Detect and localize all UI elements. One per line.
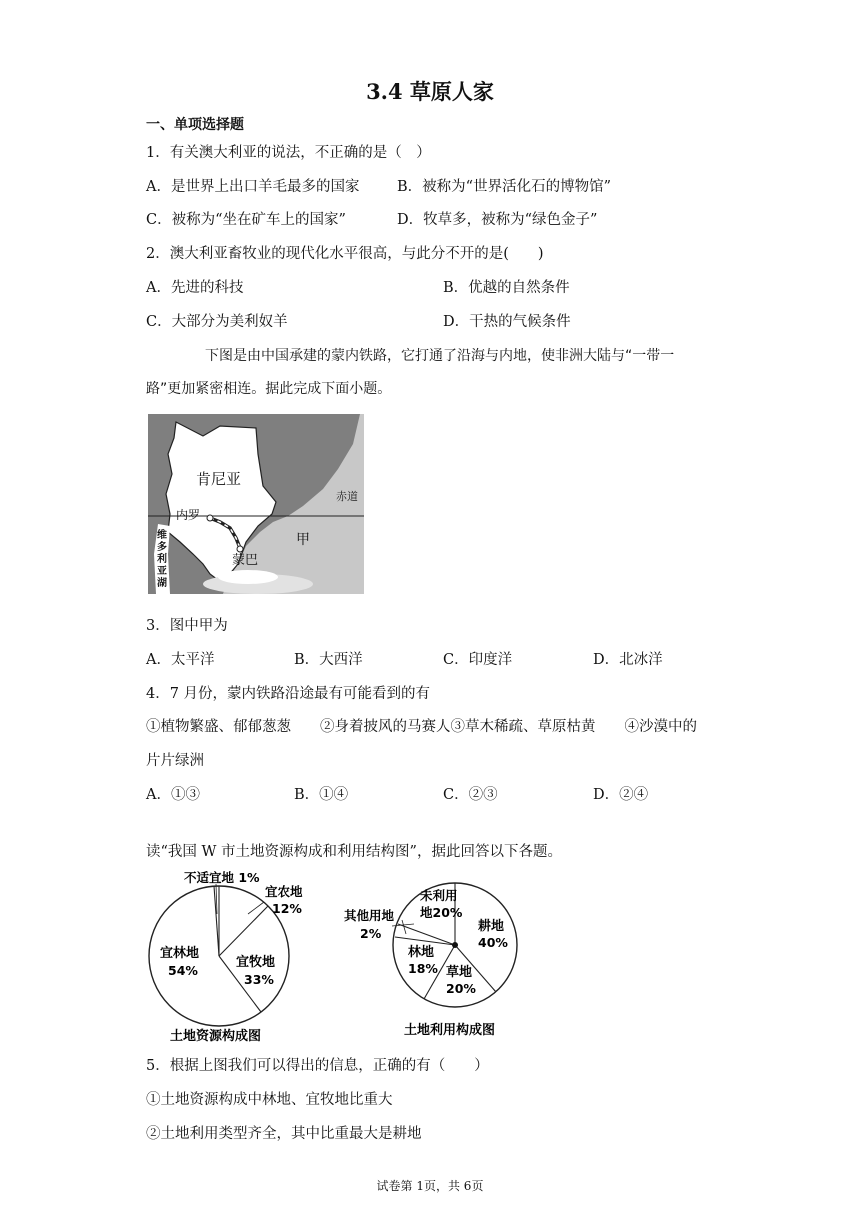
label-jia: 甲 <box>296 532 310 548</box>
pie2-other-label: 其他用地 <box>344 908 395 923</box>
label-equator: 赤道 <box>336 490 358 503</box>
q3-option-c: C．印度洋 <box>443 652 513 668</box>
pie2-forest-label: 林地 <box>408 945 435 960</box>
pie2-arable-label: 耕地 <box>478 919 505 934</box>
page-footer: 试卷第 1页，共 6页 <box>376 1179 484 1193</box>
pie2-arable-pct: 40% <box>478 935 508 950</box>
q2-option-a: A．先进的科技 <box>146 280 244 296</box>
q3-option-d: D．北冰洋 <box>593 652 663 668</box>
q1-option-c: C．被称为“坐在矿车上的国家” <box>146 212 346 228</box>
pie1-farm-pct: 12% <box>272 901 302 916</box>
q1-option-b: B．被称为“世界活化石的博物馆” <box>397 179 611 195</box>
passage-2: 读“我国 W 市土地资源构成和利用结构图”，据此回答以下各题。 <box>146 844 562 860</box>
label-kenya: 肯尼亚 <box>196 470 242 488</box>
pie2-grass-pct: 20% <box>446 981 476 996</box>
q1-option-a: A．是世界上出口羊毛最多的国家 <box>146 179 360 195</box>
q5-statement-1: ①土地资源构成中林地、宜牧地比重大 <box>146 1092 393 1108</box>
pie1-unsuitable-label: 不适宜地 1% <box>184 870 260 885</box>
land-resource-pie-chart <box>140 866 320 1046</box>
label-nairobi: 内罗 <box>176 508 201 522</box>
lake-char-4: 亚 <box>157 566 167 577</box>
pie2-unused-label: 未利用 <box>420 888 458 903</box>
q2-option-d: D．干热的气候条件 <box>443 314 571 330</box>
q4-option-d: D．②④ <box>593 787 649 803</box>
mombasa-dot <box>237 546 243 552</box>
section-heading: 一、单项选择题 <box>146 117 244 133</box>
q4-statements-line-1: ①植物繁盛、郁郁葱葱 ②身着披风的马赛人③草木稀疏、草原枯黄 ④沙漠中的 <box>146 719 697 735</box>
q2-stem: 2．澳大利亚畜牧业的现代化水平很高，与此分不开的是( ) <box>146 246 544 262</box>
q4-statements-line-2: 片片绿洲 <box>146 753 204 769</box>
lake-char-2: 多 <box>157 542 167 553</box>
pie2-unused-pct: 地20% <box>420 905 463 920</box>
q4-option-c: C．②③ <box>443 787 498 803</box>
q4-option-b: B．①④ <box>294 787 349 803</box>
q2-option-c: C．大部分为美利奴羊 <box>146 314 288 330</box>
pie1-farm-label: 宜农地 <box>265 884 303 899</box>
page-title: 3.4 草原人家 <box>366 79 494 104</box>
label-lake-victoria <box>156 528 167 589</box>
q1-stem: 1．有关澳大利亚的说法，不正确的是（ ） <box>146 145 431 161</box>
q5-stem: 5．根据上图我们可以得出的信息，正确的有（ ） <box>146 1058 489 1074</box>
label-mombasa: 蒙巴 <box>232 553 259 568</box>
lake-char-5: 湖 <box>157 578 167 589</box>
pie1-forest-pct: 54% <box>168 963 198 978</box>
passage-line-2: 路”更加紧密相连。据此完成下面小题。 <box>146 381 392 397</box>
land-use-pie-chart <box>340 862 540 1044</box>
pie2-caption: 土地利用构成图 <box>404 1023 496 1038</box>
kenya-railway-map <box>148 414 364 594</box>
pie1-pasture-pct: 33% <box>244 972 274 987</box>
q4-stem: 4．7 月份，蒙内铁路沿途最有可能看到的有 <box>146 686 431 702</box>
lake-char-1: 维 <box>157 530 167 541</box>
q4-option-a: A．①③ <box>146 787 200 803</box>
pie2-forest-pct: 18% <box>408 961 438 976</box>
pie1-pasture-label: 宜牧地 <box>236 955 276 970</box>
q3-option-b: B．大西洋 <box>294 652 363 668</box>
q3-stem: 3．图中甲为 <box>146 618 228 634</box>
lake-char-3: 利 <box>157 554 167 565</box>
q1-option-d: D．牧草多，被称为“绿色金子” <box>397 212 598 228</box>
q5-statement-2: ②土地利用类型齐全，其中比重最大是耕地 <box>146 1126 422 1142</box>
q2-option-b: B．优越的自然条件 <box>443 280 570 296</box>
nairobi-dot <box>207 515 213 521</box>
pie2-other-pct: 2% <box>360 926 382 941</box>
pie2-grass-label: 草地 <box>446 965 473 980</box>
q3-option-a: A．太平洋 <box>146 652 215 668</box>
pie1-caption: 土地资源构成图 <box>170 1029 262 1044</box>
passage-line-1: 下图是由中国承建的蒙内铁路，它打通了沿海与内地，使非洲大陆与“一带一 <box>205 348 675 364</box>
pie1-forest-label: 宜林地 <box>160 946 200 961</box>
